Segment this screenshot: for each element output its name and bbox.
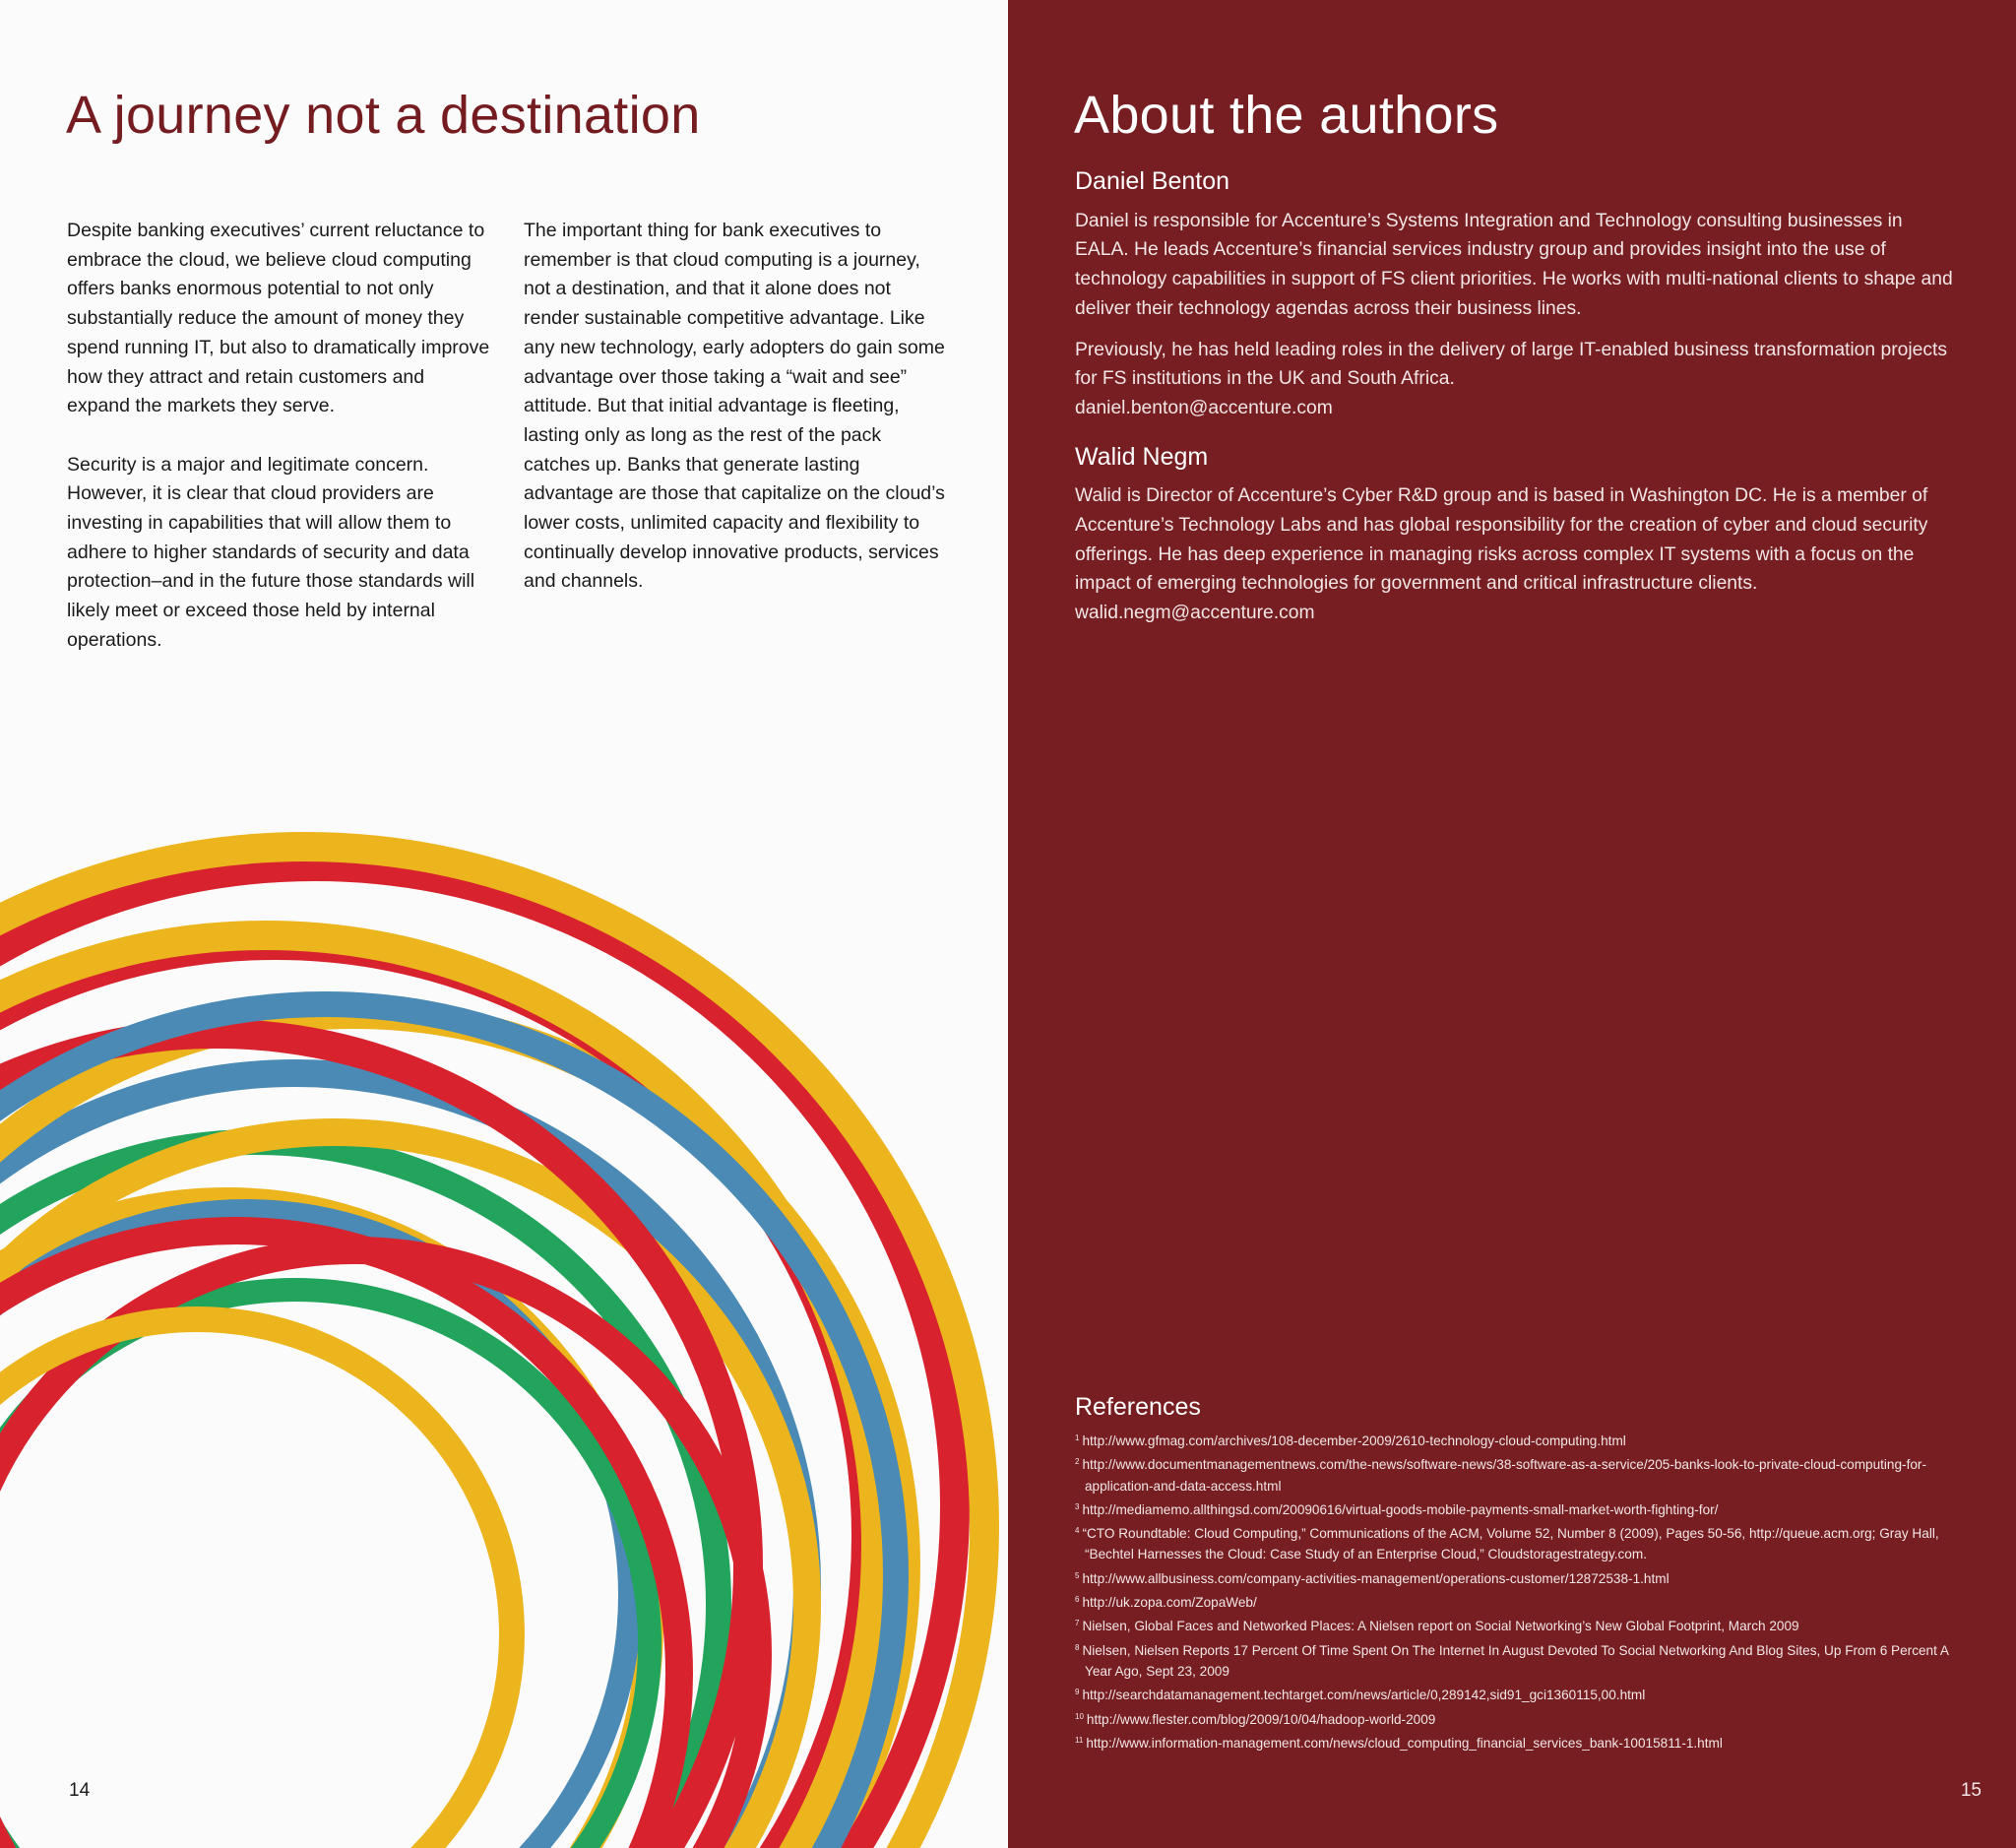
- reference-text: Nielsen, Global Faces and Networked Places: A Nielsen report on Social Networking’s New Global Footprint, March 2009: [1082, 1619, 1799, 1634]
- reference-item: [1075, 1565, 1961, 1589]
- reference-item: [1075, 1520, 1961, 1565]
- paragraph: Security is a major and legitimate concern. However, it is clear that cloud providers are investing in capabilities that will allow them to adhere to higher standards of security and data protection–and in the future those standards will likely meet or exceed those held by internal operations.: [67, 453, 475, 651]
- reference-item: [1075, 1451, 1961, 1497]
- left-column-1: [67, 217, 490, 684]
- reference-item: [1075, 1428, 1961, 1451]
- reference-text: Nielsen, Nielsen Reports 17 Percent Of Time Spent On The Internet In August Devoted To Social Networking And Blog Sites, Up From 6 Percent A Year Ago, Sept 23, 2009: [1082, 1642, 1949, 1679]
- reference-item: [1075, 1637, 1961, 1683]
- reference-number: 4: [1075, 1526, 1080, 1536]
- left-page-title: A journey not a destination: [66, 86, 701, 145]
- right-page: [1008, 0, 2016, 1848]
- author-email: daniel.benton@accenture.com: [1075, 397, 1333, 418]
- reference-number: 11: [1075, 1735, 1084, 1745]
- reference-number: 1: [1075, 1434, 1080, 1442]
- paragraph: Despite banking executives’ current reluctance to embrace the cloud, we believe cloud computing offers banks enormous potential to not only substantially reduce the amount of money they spend running IT, but also to dramatically improve how they attract and retain customers and expand the markets they serve.: [67, 220, 490, 417]
- yellow-band: [0, 1319, 512, 1848]
- author-bio: Daniel is responsible for Accenture’s Systems Integration and Technology consulting businesses in EALA. He leads Accenture’s financial services industry group and provides insight into the use of technology capabilities in support of FS client priorities. He works with multi-national clients to shape and deliver their technology agendas across their business lines.: [1075, 210, 1953, 319]
- reference-item: [1075, 1613, 1961, 1636]
- authors-section: [1075, 167, 1961, 628]
- reference-number: 9: [1075, 1688, 1080, 1697]
- paragraph: The important thing for bank executives to remember is that cloud computing is a journey, not a destination, and that it alone does not render sustainable competitive advantage. Like any new technology, early adopters do gain some advantage over those taking a “wait and see” attitude. But that initial advantage is fleeting, lasting only as long as the rest of the pack catches up. Banks that generate lasting advantage are those that capitalize on the cloud’s lower costs, unlimited capacity and flexibility to continually develop innovative products, services and channels.: [524, 220, 945, 593]
- author-name: Daniel Benton: [1075, 167, 1230, 195]
- page-number: 14: [69, 1780, 91, 1801]
- references-title: References: [1075, 1393, 1201, 1421]
- reference-item: [1075, 1706, 1961, 1730]
- reference-text: http://mediamemo.allthingsd.com/20090616/virtual-goods-mobile-payments-small-market-worth-fighting-for/: [1082, 1501, 1719, 1517]
- reference-text: http://uk.zopa.com/ZopaWeb/: [1082, 1595, 1257, 1611]
- page-number: 15: [1960, 1780, 1982, 1801]
- reference-text: http://www.flester.com/blog/2009/10/04/hadoop-world-2009: [1086, 1711, 1436, 1727]
- reference-item: [1075, 1497, 1961, 1520]
- reference-text: http://www.allbusiness.com/company-activities-management/operations-customer/12872538-1.html: [1082, 1570, 1670, 1586]
- reference-number: 6: [1075, 1595, 1080, 1605]
- author-daniel-benton: [1075, 167, 1961, 423]
- reference-text: http://www.gfmag.com/archives/108-december-2009/2610-technology-cloud-computing.html: [1082, 1434, 1626, 1448]
- left-column-2: [524, 217, 947, 626]
- right-page-title: About the authors: [1074, 86, 1499, 145]
- reference-text: http://searchdatamanagement.techtarget.com/news/article/0,289142,sid91_gci1360115,00.html: [1082, 1688, 1646, 1703]
- reference-text: “CTO Roundtable: Cloud Computing,” Communications of the ACM, Volume 52, Number 8 (2009), Pages 50-56, http://queue.acm.org; Gray Hall, “Bechtel Harnesses the Cloud: Case Study of an Enterprise Cloud,” Cloudstoragestrategy.com.: [1082, 1526, 1939, 1562]
- author-name: Walid Negm: [1075, 442, 1209, 471]
- author-bio: Previously, he has held leading roles in the delivery of large IT-enabled business transformation projects for FS institutions in the UK and South Africa.: [1075, 339, 1947, 390]
- author-bio: Walid is Director of Accenture’s Cyber R&D group and is based in Washington DC. He is a member of Accenture’s Technology Labs and has global responsibility for the creation of cyber and cloud security offerings. He has deep experience in managing risks across complex IT systems with a focus on the impact of emerging technologies for government and critical infrastructure clients.: [1075, 485, 1928, 595]
- references-section: [1075, 1393, 1961, 1753]
- reference-number: 2: [1075, 1457, 1080, 1467]
- reference-number: 8: [1075, 1642, 1080, 1652]
- reference-number: 5: [1075, 1570, 1080, 1580]
- author-walid-negm: [1075, 443, 1961, 628]
- reference-item: [1075, 1589, 1961, 1613]
- author-email: walid.negm@accenture.com: [1075, 603, 1315, 624]
- reference-text: http://www.information-management.com/news/cloud_computing_financial_services_bank-10015811-1.html: [1086, 1735, 1723, 1751]
- reference-number: 3: [1075, 1501, 1080, 1511]
- references-list: [1075, 1428, 1961, 1753]
- rubber-bands-image: [0, 817, 1008, 1848]
- reference-number: 7: [1075, 1619, 1080, 1628]
- reference-text: http://www.documentmanagementnews.com/the-news/software-news/38-software-as-a-service/205-banks-look-to-private-cloud-computing-for-application-and-data-access.html: [1082, 1457, 1926, 1494]
- reference-item: [1075, 1682, 1961, 1705]
- reference-item: [1075, 1730, 1961, 1753]
- reference-number: 10: [1075, 1711, 1084, 1721]
